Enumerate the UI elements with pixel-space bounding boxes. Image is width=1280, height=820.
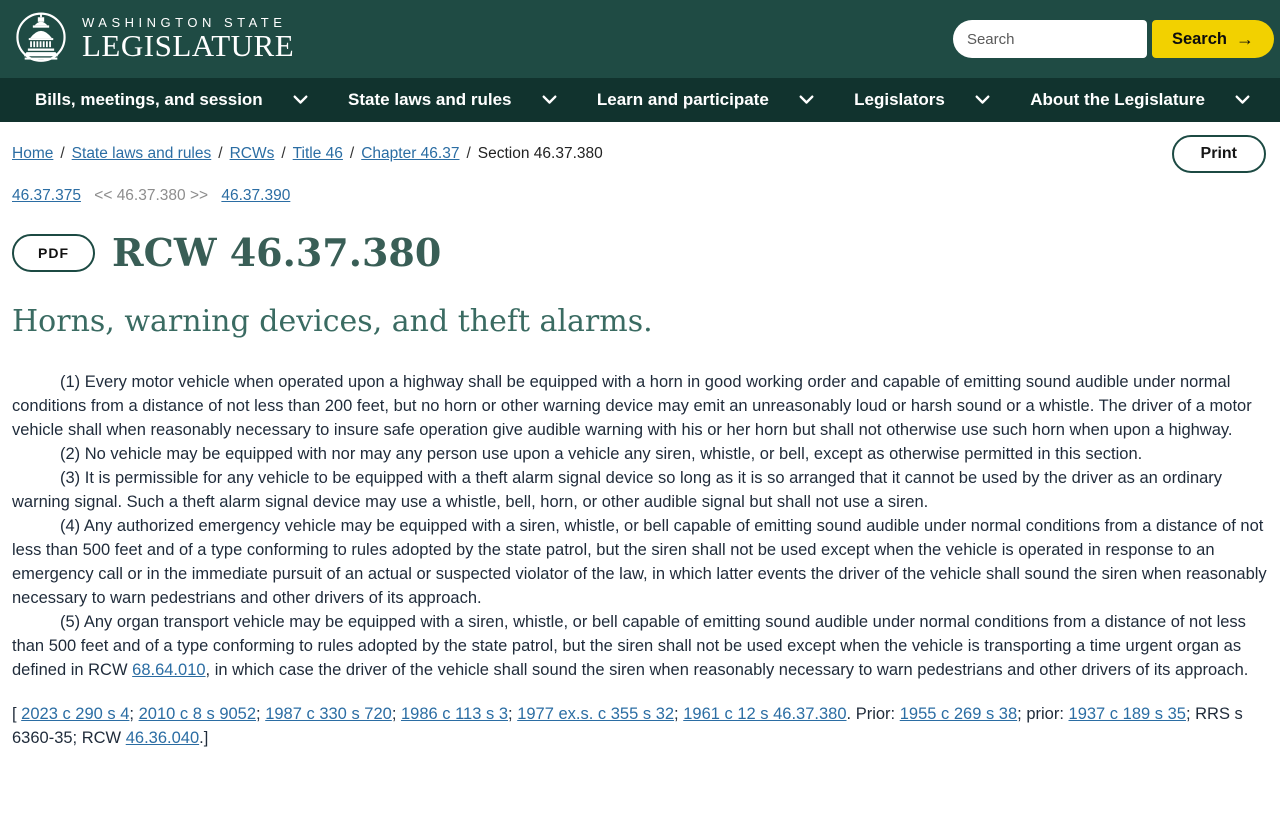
rcw-cross-reference-link[interactable]: 68.64.010 [132, 660, 206, 679]
nav-item-legislators[interactable] [854, 90, 990, 110]
breadcrumb-separator: / [349, 145, 355, 162]
logo-line1: WASHINGTON STATE [82, 15, 287, 31]
nav-item-state-laws-and-rules[interactable] [348, 90, 556, 110]
breadcrumb-separator: / [466, 145, 471, 162]
nav-item-label: About the Legislature [1030, 90, 1205, 109]
chevron-down-icon [975, 95, 990, 105]
arrow-right-icon: → [1236, 29, 1254, 49]
site-logo[interactable] [12, 10, 294, 68]
session-law-link[interactable]: 1986 c 113 s 3 [400, 704, 509, 723]
chevron-down-icon [293, 95, 308, 105]
nav-item-bills-meetings-and-session[interactable] [35, 90, 308, 110]
site-header [0, 0, 1280, 78]
logo-line2: LEGISLATURE [82, 28, 295, 64]
breadcrumb-separator: / [281, 145, 286, 162]
nav-item-about-the-legislature[interactable] [1030, 90, 1250, 110]
breadcrumb-link-state-laws-and-rules[interactable]: State laws and rules [71, 145, 212, 162]
breadcrumb-link-rcws[interactable]: RCWs [229, 145, 275, 162]
statute-text [12, 370, 1268, 682]
print-button[interactable]: Print [1172, 135, 1266, 173]
page-title: RCW 46.37.380 [112, 230, 442, 275]
session-law-link[interactable]: 1977 ex.s. c 355 s 32 [517, 704, 675, 723]
search-button-label: Search [1171, 29, 1227, 48]
pager-current-section: << 46.37.380 >> [94, 187, 209, 204]
breadcrumb-separator: / [218, 145, 223, 162]
breadcrumb-current: Section 46.37.380 [477, 145, 603, 162]
chevron-down-icon [799, 95, 814, 105]
pdf-button[interactable]: PDF [12, 234, 95, 272]
nav-item-label: Learn and participate [596, 90, 769, 109]
search-bar [953, 20, 1274, 58]
main-nav [0, 78, 1280, 122]
breadcrumb [12, 145, 603, 163]
nav-item-label: State laws and rules [348, 90, 512, 109]
next-section-link[interactable]: 46.37.390 [221, 187, 291, 204]
section-pager [12, 187, 1268, 205]
session-law-link[interactable]: 46.36.040 [125, 728, 200, 747]
breadcrumb-link-chapter-46-37[interactable]: Chapter 46.37 [361, 145, 460, 162]
chevron-down-icon [1235, 95, 1250, 105]
statute-paragraph: (3) It is permissible for any vehicle to be equipped with a theft alarm signal device so long as it is so arranged that it cannot be used by the driver as an ordinary warning signal. Such a theft alarm signal device may use a whistle, bell, horn, or other audible signal but shall not use a siren. [12, 468, 1223, 511]
nav-list [0, 90, 1280, 110]
content-area [0, 135, 1280, 750]
breadcrumb-separator: / [60, 145, 65, 162]
nav-item-label: Bills, meetings, and session [35, 90, 263, 109]
section-heading: Horns, warning devices, and theft alarms. [12, 303, 653, 339]
nav-item-learn-and-participate[interactable] [597, 90, 814, 110]
session-law-link[interactable]: 1987 c 330 s 720 [265, 704, 392, 723]
statute-paragraph: (5) Any organ transport vehicle may be equipped with a siren, whistle, or bell capable of emitting sound audible under normal conditions from a distance of not less than 500 feet and of a type conforming to rules adopted by the state patrol, but the siren shall not be used except when the vehicle is transporting a time urgent organ as defined in RCW 68.64.010, in which case the driver of the vehicle shall sound the siren when reasonably necessary to warn pedestrians and other drivers of its approach. [12, 612, 1249, 679]
breadcrumb-link-home[interactable]: Home [12, 145, 54, 162]
search-input[interactable] [953, 20, 1147, 58]
session-law-link[interactable]: 1937 c 189 s 35 [1068, 704, 1186, 723]
session-law-link[interactable]: 2010 c 8 s 9052 [138, 704, 257, 723]
statute-paragraph: (4) Any authorized emergency vehicle may be equipped with a siren, whistle, or bell capable of emitting sound audible under normal conditions from a distance of not less than 500 feet and of a type conforming to rules adopted by the state patrol, but the siren shall not be used except when the vehicle is operated in response to an emergency call or in the immediate pursuit of an actual or suspected violator of the law, in which latter events the driver of the vehicle shall sound the siren when reasonably necessary to warn pedestrians and other drivers of its approach. [12, 516, 1267, 607]
logo-wordmark [82, 15, 294, 63]
citation-line: [ 2023 c 290 s 4; 2010 c 8 s 9052; 1987 c 330 s 720; 1986 c 113 s 3; 1977 ex.s. c 355 s 32; 1961 c 12 s 46.37.380. Prior: 1955 c 269 s 38; prior: 1937 c 189 s 35; RRS s 6360-35; RCW 46.36.040.] [12, 704, 1243, 747]
session-law-link[interactable]: 2023 c 290 s 4 [21, 704, 130, 723]
search-button[interactable] [1152, 20, 1274, 58]
chevron-down-icon [542, 95, 557, 105]
breadcrumb-link-title-46[interactable]: Title 46 [292, 145, 343, 162]
capitol-dome-logo-icon [12, 10, 70, 68]
prev-section-link[interactable]: 46.37.375 [12, 187, 81, 204]
session-law-link[interactable]: 1961 c 12 s 46.37.380 [683, 704, 847, 723]
statute-paragraph: (1) Every motor vehicle when operated upon a highway shall be equipped with a horn in good working order and capable of emitting sound audible under normal conditions from a distance of not less than 200 feet, but no horn or other warning device may emit an unreasonably loud or harsh sound or a whistle. The driver of a motor vehicle shall when reasonably necessary to insure safe operation give audible warning with his or her horn but shall not otherwise use such horn when upon a highway. [12, 372, 1252, 439]
nav-item-label: Legislators [854, 90, 945, 109]
session-law-link[interactable]: 1955 c 269 s 38 [899, 704, 1018, 723]
statute-paragraph: (2) No vehicle may be equipped with nor may any person use upon a vehicle any siren, whistle, or bell, except as otherwise permitted in this section. [60, 444, 1143, 463]
